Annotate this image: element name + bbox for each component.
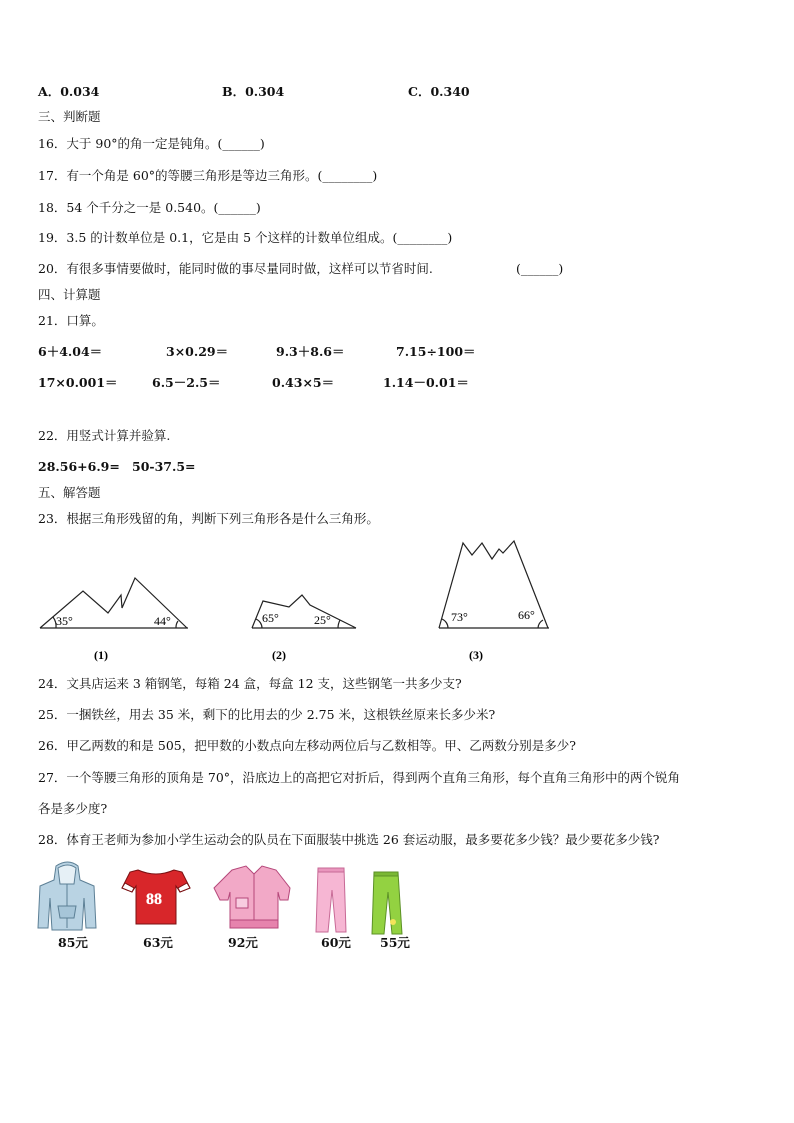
question-28: 28．体育王老师为参加小学生运动会的队员在下面服装中挑选 26 套运动服，最多要花多少钱？最少要花多少钱?	[38, 832, 660, 847]
calc-item: 6＋4.04＝	[38, 344, 103, 359]
option-a: A．0.034	[38, 84, 100, 99]
price-label: 55元	[380, 935, 410, 950]
angle-label: 35°	[56, 614, 73, 628]
section-heading-problems: 五、解答题	[38, 485, 101, 500]
question-27: 27．一个等腰三角形的顶角是 70°，沿底边上的高把它对折后，得到两个直角三角形，每个直角三角形中的两个锐角	[38, 770, 681, 785]
question-19: 19．3.5 的计数单位是 0.1，它是由 5 个这样的计数单位组成。(________)	[38, 230, 453, 245]
question-22: 22．用竖式计算并验算.	[38, 428, 171, 443]
question-23: 23．根据三角形残留的角，判断下列三角形各是什么三角形。	[38, 511, 379, 526]
price-label: 63元	[143, 935, 173, 950]
section-heading-calculation: 四、计算题	[38, 287, 101, 302]
figure-label: (2)	[272, 648, 286, 662]
vertical-calc-expression: 28.56+6.9=	[38, 459, 120, 474]
figure-label: (3)	[469, 648, 483, 662]
hoodie-icon	[38, 862, 96, 930]
svg-text:88: 88	[146, 891, 162, 908]
calc-item: 9.3＋8.6＝	[276, 344, 345, 359]
option-b: B．0.304	[222, 84, 285, 99]
price-label: 85元	[58, 935, 88, 950]
question-25: 25．一捆铁丝，用去 35 米，剩下的比用去的少 2.75 米，这根铁丝原来长多少米?	[38, 707, 496, 722]
jacket-icon	[214, 866, 290, 928]
answer-blank-20[interactable]: (______)	[516, 261, 564, 276]
angle-label: 25°	[314, 613, 331, 627]
section-heading-judgement: 三、判断题	[38, 109, 101, 124]
calc-item: 0.43×5＝	[272, 375, 335, 390]
calc-item: 6.5－2.5＝	[152, 375, 221, 390]
pants-icon	[316, 868, 346, 932]
angle-label: 66°	[518, 608, 535, 622]
question-20: 20．有很多事情要做时，能同时做的事尽量同时做，这样可以节省时间.	[38, 261, 433, 276]
question-21: 21．口算。	[38, 313, 104, 328]
angle-label: 44°	[154, 614, 171, 628]
calc-item: 3×0.29＝	[166, 344, 229, 359]
question-27-continued: 各是多少度?	[38, 801, 108, 816]
broken-triangles-figure	[0, 535, 794, 675]
angle-label: 73°	[451, 610, 468, 624]
question-24: 24．文具店运来 3 箱钢笔，每箱 24 盒，每盒 12 支，这些钢笔一共多少支?	[38, 676, 462, 691]
vertical-calc-expression: 50-37.5=	[132, 459, 196, 474]
question-17: 17．有一个角是 60°的等腰三角形是等边三角形。(________)	[38, 168, 378, 183]
question-16: 16．大于 90°的角一定是钝角。(______)	[38, 136, 265, 151]
question-18: 18．54 个千分之一是 0.540。(______)	[38, 200, 261, 215]
pants-icon	[372, 872, 402, 934]
calc-item: 7.15÷100＝	[396, 344, 476, 359]
price-label: 92元	[228, 935, 258, 950]
question-26: 26．甲乙两数的和是 505，把甲数的小数点向左移动两位后与乙数相等。甲、乙两数分别是多少?	[38, 738, 576, 753]
figure-label: (1)	[94, 648, 108, 662]
angle-label: 65°	[262, 611, 279, 625]
calc-item: 17×0.001＝	[38, 375, 118, 390]
calc-item: 1.14－0.01＝	[383, 375, 469, 390]
price-label: 60元	[321, 935, 351, 950]
option-c: C．0.340	[408, 84, 470, 99]
tshirt-icon	[122, 870, 190, 924]
